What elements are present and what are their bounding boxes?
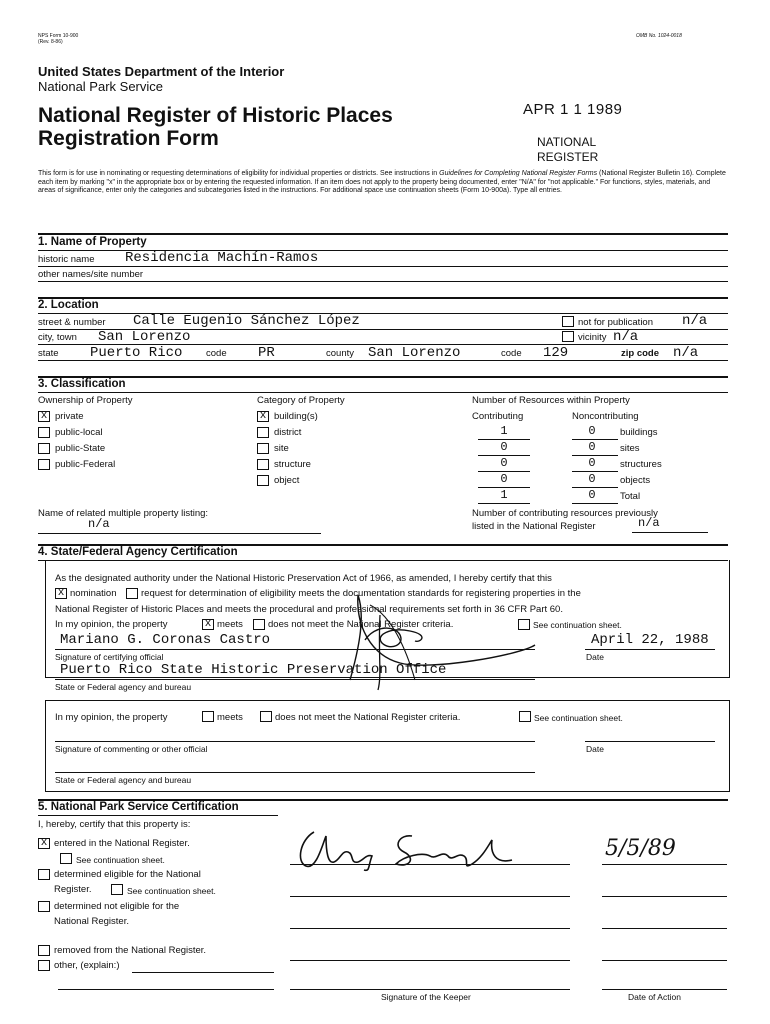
determined-eligible-checkbox[interactable] — [38, 869, 50, 880]
request-determination-label: request for determination of eligibility meets the documentation standards for registering properties in the — [141, 588, 581, 599]
blank-line — [632, 532, 708, 533]
contributing-count[interactable]: 0 — [500, 440, 508, 454]
section-divider — [38, 297, 728, 299]
resource-type-label: objects — [620, 475, 651, 486]
keeper-date[interactable]: 5/5/89 — [605, 836, 676, 861]
entered-checkbox[interactable]: x — [38, 838, 50, 849]
blank-line — [290, 960, 570, 961]
rule — [38, 392, 728, 393]
state-code-label: code — [206, 348, 227, 359]
related-listing-value[interactable]: n/a — [88, 517, 110, 531]
county-code-value[interactable]: 129 — [543, 345, 569, 361]
section-5-heading: 5. National Park Service Certification — [38, 801, 239, 813]
contributing-count[interactable]: 0 — [500, 472, 508, 486]
city-label: city, town — [38, 332, 77, 343]
contributing-header: Contributing — [472, 411, 524, 422]
contributing-count[interactable]: 1 — [500, 424, 508, 438]
resource-total-label: Total — [620, 491, 641, 502]
noncontributing-count[interactable]: 0 — [588, 424, 596, 438]
entered-continuation-label: See continuation sheet. — [76, 855, 165, 865]
not-eligible-checkbox[interactable] — [38, 901, 50, 912]
form-subtitle: Registration Form — [38, 127, 219, 150]
does-not-meet-label: does not meet the National Register criteria. — [268, 619, 454, 630]
commenting-date-label: Date — [586, 744, 604, 754]
blank-line — [478, 503, 530, 504]
blank-line — [602, 960, 727, 961]
not-for-publication-label: not for publication — [578, 317, 653, 328]
blank-line — [58, 989, 274, 990]
agency-value[interactable]: Puerto Rico State Historic Preservation Office — [60, 662, 447, 678]
historic-name-value[interactable]: Residencia Machín-Ramos — [125, 250, 319, 266]
entered-continuation-checkbox[interactable] — [60, 853, 72, 864]
date-of-action-label: Date of Action — [628, 992, 681, 1002]
commenting-official-label: Signature of commenting or other official — [55, 744, 208, 754]
form-number: NPS Form 10-900 — [38, 33, 79, 39]
blank-line — [290, 928, 570, 929]
request-determination-checkbox[interactable] — [126, 588, 138, 599]
certification-date-label: Date — [586, 652, 604, 662]
nomination-checkbox[interactable]: x — [55, 588, 67, 599]
rule — [38, 360, 728, 361]
agency-2-label: State or Federal agency and bureau — [55, 775, 192, 785]
instructions-paragraph: This form is for use in nominating or requesting determinations of eligibility for individual properties or districts. See instructions in Guidelines for Completing National Register Forms (National Register Bulletin 16). Complete each item by marking "x" in the appropriate box or by entering the requested information. If an item does not apply to the property being documented, enter "N/A" for "not applicable." For functions, styles, materials, and areas of significance, enter only the categories and subcategories listed in the instructions. For additional space use continuation sheets (Form 10-900a). Type all entries. — [38, 170, 726, 195]
resource-type-label: sites — [620, 443, 640, 454]
received-stamp-line1: NATIONAL — [537, 135, 597, 149]
historic-name-label: historic name — [38, 254, 95, 265]
entered-label: entered in the National Register. — [54, 838, 190, 849]
vicinity-checkbox[interactable] — [562, 331, 574, 342]
blank-line — [602, 989, 727, 990]
section-4-heading: 4. State/Federal Agency Certification — [38, 546, 238, 558]
ownership-label: public-local — [55, 427, 103, 438]
certifying-official-name[interactable]: Mariano G. Coronas Castro — [60, 632, 271, 648]
state-value[interactable]: Puerto Rico — [90, 345, 183, 361]
vicinity-label: vicinity — [578, 332, 607, 343]
opinion-2-text: In my opinion, the property — [55, 712, 168, 723]
omb-number: OMB No. 1024-0018 — [636, 33, 682, 39]
certifying-official-signature — [320, 585, 580, 695]
removed-label: removed from the National Register. — [54, 945, 207, 956]
keeper-signature — [292, 826, 532, 872]
not-for-publication-checkbox[interactable] — [562, 316, 574, 327]
blank-line — [290, 896, 570, 897]
ownership-checkbox[interactable] — [38, 459, 50, 470]
contributing-count[interactable]: 0 — [500, 456, 508, 470]
resource-type-label: structures — [620, 459, 662, 470]
zip-label: zip code — [621, 348, 660, 359]
ownership-label: public-Federal — [55, 459, 116, 470]
vicinity-value[interactable]: n/a — [613, 329, 639, 345]
blank-line — [55, 741, 535, 742]
other-label: other, (explain:) — [54, 960, 120, 971]
category-label: district — [274, 427, 302, 438]
opinion-2-does-not-meet-checkbox[interactable] — [260, 711, 272, 722]
opinion-text: In my opinion, the property — [55, 619, 168, 630]
received-stamp-date: APR 1 1 1989 — [523, 101, 623, 118]
noncontributing-header: Noncontributing — [572, 411, 639, 422]
blank-line — [572, 503, 618, 504]
county-value[interactable]: San Lorenzo — [368, 345, 461, 361]
category-label: object — [274, 475, 300, 486]
category-checkbox[interactable] — [257, 427, 269, 438]
blank-line — [585, 649, 715, 650]
other-checkbox[interactable] — [38, 960, 50, 971]
certification-line-3: National Register of Historic Places and meets the procedural and professional requirements set forth in 36 CFR Part 60. — [55, 604, 563, 615]
category-label: site — [274, 443, 289, 454]
state-label: state — [38, 348, 59, 359]
rule — [38, 281, 728, 282]
ownership-checkbox[interactable] — [38, 443, 50, 454]
certification-date[interactable]: April 22, 1988 — [591, 632, 709, 648]
does-not-meet-checkbox[interactable] — [253, 619, 265, 630]
removed-checkbox[interactable] — [38, 945, 50, 956]
signature-official-label: Signature of certifying official — [55, 652, 164, 662]
opinion-2-meets-checkbox[interactable] — [202, 711, 214, 722]
opinion-2-does-not-meet-label: does not meet the National Register criteria. — [275, 712, 461, 723]
previously-listed-label-2: listed in the National Register — [472, 521, 596, 532]
department-name: United States Department of the Interior — [38, 64, 285, 79]
resources-heading: Number of Resources within Property — [472, 395, 630, 406]
county-code-label: code — [501, 348, 522, 359]
not-eligible-label-2: National Register. — [54, 916, 129, 927]
opinion-2-meets-label: meets — [217, 712, 243, 723]
not-eligible-label-1: determined not eligible for the — [54, 901, 180, 912]
previously-listed-value[interactable]: n/a — [638, 516, 660, 530]
county-label: county — [326, 348, 354, 359]
blank-line — [38, 533, 321, 534]
rule — [38, 266, 728, 267]
other-names-label: other names/site number — [38, 269, 144, 280]
blank-line — [602, 864, 727, 865]
ownership-checkbox[interactable]: x — [38, 411, 50, 422]
certification-line-1: As the designated authority under the National Historic Preservation Act of 1966, as amended, I hereby certify that this — [55, 573, 552, 584]
blank-line — [132, 972, 274, 973]
ownership-heading: Ownership of Property — [38, 395, 133, 406]
section-2-heading: 2. Location — [38, 299, 99, 311]
previously-listed-label-1: Number of contributing resources previously — [472, 508, 658, 519]
ownership-label: private — [55, 411, 84, 422]
determined-eligible-label-2: Register. — [54, 884, 92, 895]
category-label: building(s) — [274, 411, 318, 422]
service-name: National Park Service — [38, 79, 163, 94]
category-label: structure — [274, 459, 311, 470]
meets-checkbox[interactable]: x — [202, 619, 214, 630]
meets-label: meets — [217, 619, 243, 630]
city-value[interactable]: San Lorenzo — [98, 329, 191, 345]
contributing-total[interactable]: 1 — [500, 488, 508, 502]
category-checkbox[interactable] — [257, 443, 269, 454]
category-heading: Category of Property — [257, 395, 345, 406]
form-revision: (Rev. 8-86) — [38, 39, 63, 45]
noncontributing-total[interactable]: 0 — [588, 488, 596, 502]
see-continuation-label: See continuation sheet. — [533, 620, 622, 630]
agency-label: State or Federal agency and bureau — [55, 682, 192, 692]
opinion-2-continuation-label: See continuation sheet. — [534, 713, 623, 723]
category-checkbox[interactable] — [257, 459, 269, 470]
rule — [38, 815, 278, 816]
blank-line — [585, 741, 715, 742]
determined-continuation-checkbox[interactable] — [111, 884, 123, 895]
blank-line — [602, 928, 727, 929]
blank-line — [602, 896, 727, 897]
received-stamp-line2: REGISTER — [537, 150, 599, 164]
ownership-label: public-State — [55, 443, 106, 454]
section-divider — [38, 376, 728, 378]
section-1-heading: 1. Name of Property — [38, 236, 147, 248]
nps-certify-intro: I, hereby, certify that this property is: — [38, 819, 191, 830]
street-value[interactable]: Calle Eugenio Sánchez López — [133, 313, 360, 329]
category-checkbox[interactable] — [257, 475, 269, 486]
noncontributing-count[interactable]: 0 — [588, 472, 596, 486]
street-label: street & number — [38, 317, 106, 328]
not-for-publication-value[interactable]: n/a — [682, 313, 708, 329]
blank-line — [290, 989, 570, 990]
opinion-2-continuation-checkbox[interactable] — [519, 711, 531, 722]
blank-line — [55, 772, 535, 773]
category-checkbox[interactable]: x — [257, 411, 269, 422]
determined-continuation-label: See continuation sheet. — [127, 886, 216, 896]
section-divider — [38, 233, 728, 235]
nomination-label: nomination — [70, 588, 117, 599]
ownership-checkbox[interactable] — [38, 427, 50, 438]
keeper-signature-label: Signature of the Keeper — [381, 992, 471, 1002]
zip-value[interactable]: n/a — [673, 345, 699, 361]
section-3-heading: 3. Classification — [38, 378, 126, 390]
determined-eligible-label-1: determined eligible for the National — [54, 869, 201, 880]
resource-type-label: buildings — [620, 427, 658, 438]
form-title: National Register of Historic Places — [38, 104, 393, 127]
noncontributing-count[interactable]: 0 — [588, 440, 596, 454]
state-code-value[interactable]: PR — [258, 345, 275, 361]
related-listing-label: Name of related multiple property listing: — [38, 508, 209, 519]
noncontributing-count[interactable]: 0 — [588, 456, 596, 470]
